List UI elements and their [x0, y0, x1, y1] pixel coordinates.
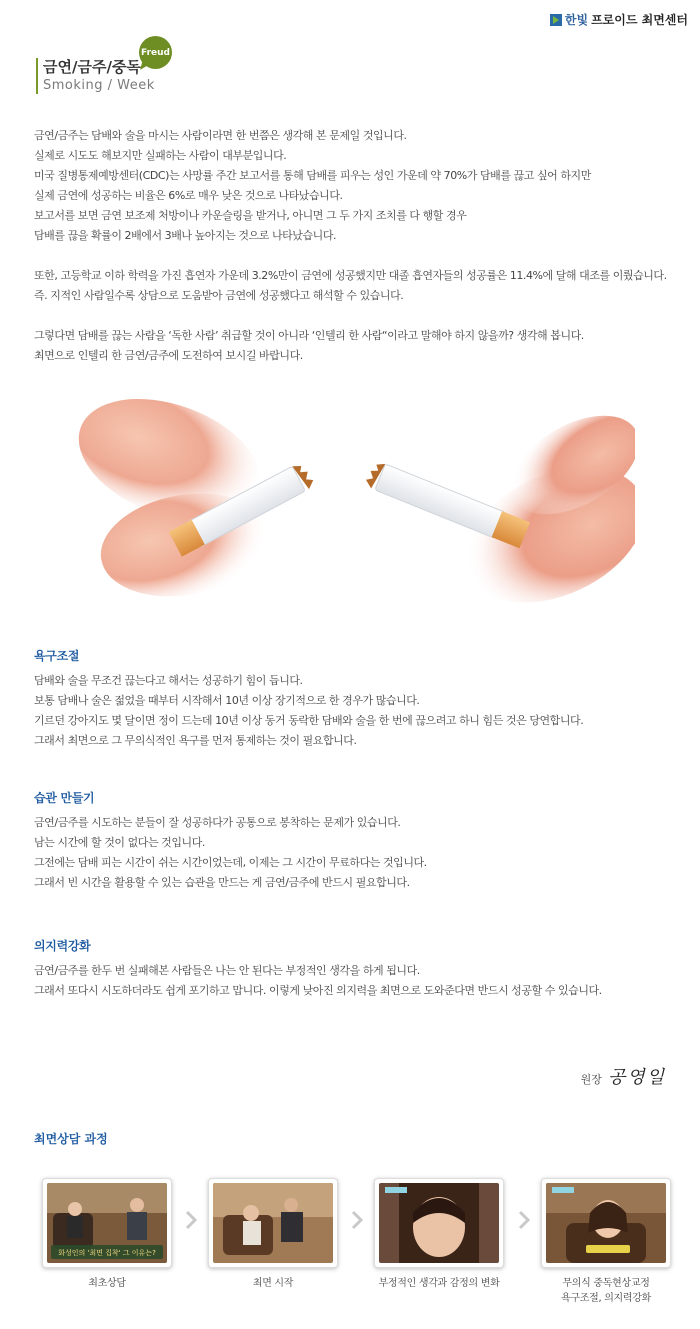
intro-line: 실제 금연에 성공하는 비율은 6%로 매우 낮은 것으로 나타났습니다. — [34, 189, 343, 202]
step-label — [42, 1276, 172, 1291]
intro-line: 미국 질병통제예방센터(CDC)는 사망률 주간 보고서를 통해 담배를 피우는 성인 가운데 약 70%가 담배를 끊고 싶어 하지만 — [34, 169, 591, 182]
freud-badge: Freud — [139, 36, 172, 69]
process-title: 최면상담 과정 — [34, 1132, 108, 1146]
section-body-habit — [34, 813, 427, 893]
brand-logo[interactable] — [550, 11, 688, 28]
section-line: 금연/금주를 한두 번 실패해본 사람들은 나는 안 된다는 부정적인 생각을 하게 됩니다. — [34, 964, 420, 977]
step-label-line: 무의식 중독현상교정 — [562, 1278, 650, 1289]
intro-line: 최면으로 인텔리 한 금연/금주에 도전하여 보시길 바랍니다. — [34, 349, 303, 362]
addiction-correction-photo — [546, 1183, 666, 1263]
chevron-right-icon — [517, 1209, 531, 1231]
step-caption: 화성인의 '최면 집착' 그 이유는? — [58, 1249, 156, 1257]
step-thumbnail[interactable] — [541, 1178, 671, 1268]
section-line: 그래서 또다시 시도하더라도 쉽게 포기하고 맙니다. 이렇게 낮아진 의지력을 최면으로 도와준다면 반드시 성공할 수 있습니다. — [34, 984, 602, 997]
step-label-line: 부정적인 생각과 감정의 변화 — [378, 1278, 500, 1289]
brand-hanbit: 한빛 — [564, 13, 589, 27]
signature — [581, 1063, 666, 1089]
consultation-photo — [47, 1183, 167, 1263]
intro-line: 즉. 지적인 사람일수록 상담으로 도움받아 금연에 성공했다고 해석할 수 있습니다. — [34, 289, 404, 302]
section-line: 담배와 술을 무조건 끊는다고 해서는 성공하기 힘이 듭니다. — [34, 674, 303, 687]
step-thumbnail[interactable] — [208, 1178, 338, 1268]
intro-paragraph-2 — [34, 266, 667, 306]
step-thumbnail[interactable] — [42, 1178, 172, 1268]
page-header — [36, 58, 155, 94]
step-label — [541, 1276, 671, 1306]
section-body-willpower — [34, 961, 602, 1001]
step-label-line: 최면 시작 — [252, 1278, 294, 1289]
intro-paragraph-3 — [34, 326, 584, 366]
process-step-2[interactable] — [208, 1178, 338, 1291]
step-label-line: 욕구조절, 의지력강화 — [561, 1293, 651, 1304]
broken-cigarette-illustration — [75, 385, 635, 625]
step-thumbnail[interactable] — [374, 1178, 504, 1268]
emotion-change-photo — [379, 1183, 499, 1263]
process-step-3[interactable] — [374, 1178, 504, 1291]
signature-name: 공영일 — [607, 1067, 666, 1088]
section-title-habit: 습관 만들기 — [34, 791, 95, 805]
chevron-right-icon — [350, 1209, 364, 1231]
page-subtitle: Smoking / Week — [43, 78, 155, 93]
intro-line: 또한, 고등학교 이하 학력을 가진 흡연자 가운데 3.2%만이 금연에 성공했지만 대졸 흡연자들의 성공률은 11.4%에 달해 대조를 이뤘습니다. — [34, 269, 667, 282]
broken-cigarette-image — [75, 385, 635, 625]
page-title: 금연/금주/중독 — [43, 58, 141, 76]
section-line: 그래서 빈 시간을 활용할 수 있는 습관을 만드는 게 금연/금주에 반드시 필요합니다. — [34, 876, 410, 889]
step-label — [208, 1276, 338, 1291]
section-title-desire-control: 욕구조절 — [34, 649, 80, 663]
step-label — [374, 1276, 504, 1291]
intro-line: 그렇다면 담배를 끊는 사람을 ‘독한 사람’ 취급할 것이 아니라 ‘인텔리 한 사람“이라고 말해야 하지 않을까? 생각해 봅니다. — [34, 329, 584, 342]
intro-line: 실제로 시도도 해보지만 실패하는 사람이 대부분입니다. — [34, 149, 287, 162]
process-step-4[interactable] — [541, 1178, 671, 1306]
signature-role: 원장 — [580, 1073, 602, 1086]
section-line: 그전에는 담배 피는 시간이 쉬는 시간이었는데, 이제는 그 시간이 무료하다는 것입니다. — [34, 856, 427, 869]
intro-paragraph-1 — [34, 126, 591, 246]
section-title-willpower: 의지력강화 — [34, 939, 91, 953]
intro-line: 담배를 끊을 확률이 2배에서 3배나 높아지는 것으로 나타났습니다. — [34, 229, 337, 242]
intro-line: 보고서를 보면 금연 보조제 처방이나 카운슬링을 받거나, 아니면 그 두 가지 조치를 다 행할 경우 — [34, 209, 467, 222]
process-step-1[interactable] — [42, 1178, 172, 1291]
hanbit-logo-icon — [550, 14, 562, 26]
chevron-right-icon — [184, 1209, 198, 1231]
hypnosis-start-photo — [213, 1183, 333, 1263]
section-line: 그래서 최면으로 그 무의식적인 욕구를 먼저 통제하는 것이 필요합니다. — [34, 734, 357, 747]
section-line: 보통 담배나 술은 젊었을 때부터 시작해서 10년 이상 장기적으로 한 경우가 많습니다. — [34, 694, 420, 707]
section-line: 남는 시간에 할 것이 없다는 것입니다. — [34, 836, 205, 849]
step-label-line: 최초상담 — [88, 1278, 126, 1289]
section-body-desire-control — [34, 671, 583, 751]
section-line: 금연/금주를 시도하는 분들이 잘 성공하다가 공통으로 봉착하는 문제가 있습니다. — [34, 816, 401, 829]
brand-name: 프로이드 최면센터 — [591, 13, 688, 27]
intro-line: 금연/금주는 담배와 술을 마시는 사람이라면 한 번쯤은 생각해 본 문제일 것입니다. — [34, 129, 407, 142]
section-line: 기르던 강아지도 몇 달이면 정이 드는데 10년 이상 동거 동락한 담배와 술을 한 번에 끊으려고 하니 힘든 것은 당연합니다. — [34, 714, 584, 727]
